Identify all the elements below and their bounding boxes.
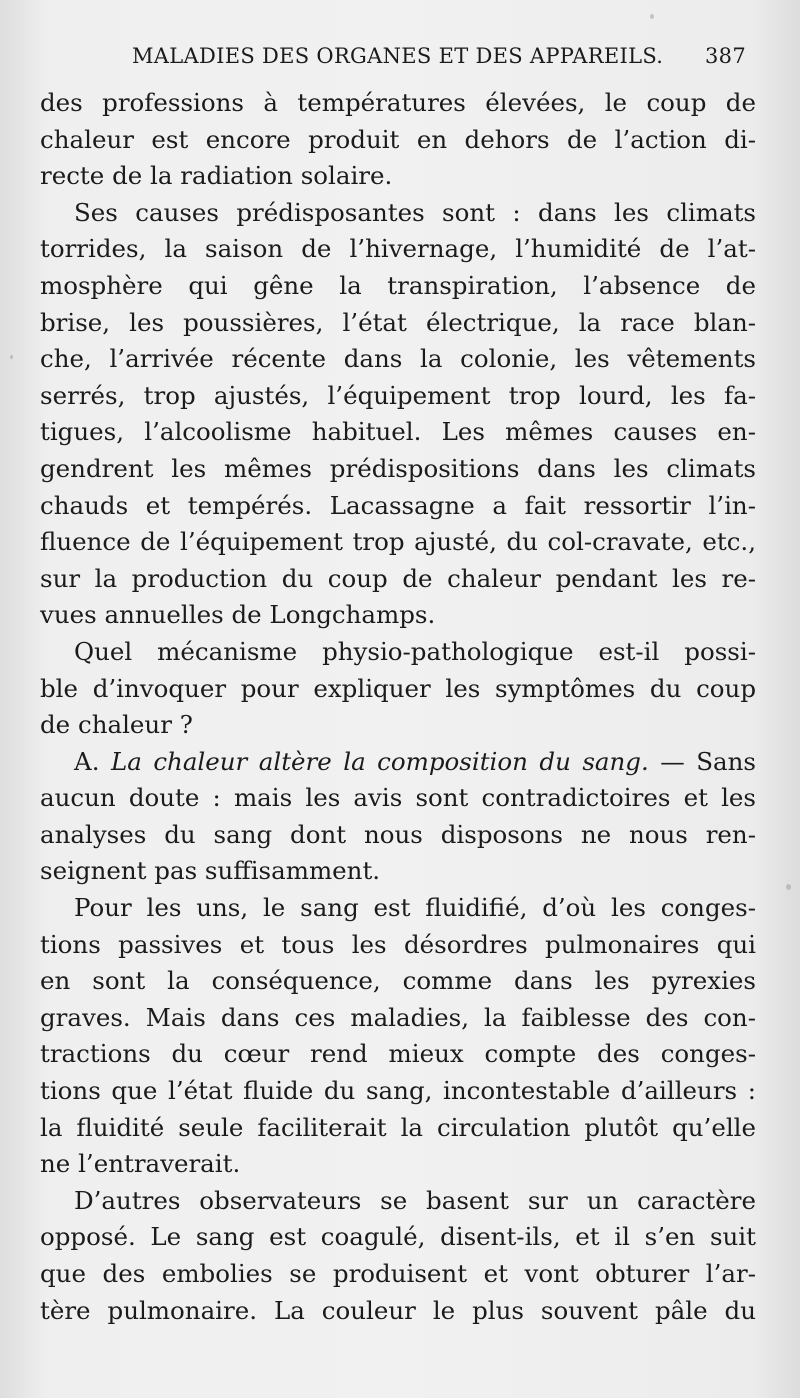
text-line: que des embolies se produisent et vont obturer l’ar- <box>40 1259 756 1288</box>
text-line: opposé. Le sang est coagulé, disent-ils, et il s’en suit <box>40 1222 756 1252</box>
text-line: Ses causes prédisposantes sont : dans les climats <box>74 197 756 227</box>
text-line: ne l’entraverait. <box>40 1149 241 1179</box>
text-line: tions que l’état fluide du sang, incontestable d’ailleurs : <box>40 1076 756 1106</box>
section-label: A. <box>74 746 111 776</box>
text-line: recte de la radiation solaire. <box>40 161 393 191</box>
text-line: gendrent les mêmes prédispositions dans les climats <box>40 453 756 483</box>
text-line: fluence de l’équipement trop ajusté, du col-cravate, etc., <box>40 527 756 557</box>
print-speck <box>786 884 791 890</box>
text-line: torrides, la saison de l’hivernage, l’humidité de l’at- <box>40 234 756 264</box>
text-line: analyses du sang dont nous disposons ne nous ren- <box>40 819 756 849</box>
text-line: des professions à températures élevées, le coup de <box>40 88 756 117</box>
text-line: tractions du cœur rend mieux compte des conges- <box>40 1039 756 1069</box>
paragraph-section-a <box>40 744 756 890</box>
print-speck <box>10 355 13 359</box>
page-number: 387 <box>705 44 746 68</box>
text-line: serrés, trop ajustés, l’équipement trop lourd, les fa- <box>40 380 756 410</box>
text-line: tère pulmonaire. La couleur le plus souvent pâle du <box>40 1295 756 1325</box>
section-heading-line <box>40 744 756 781</box>
text-line: ble d’invoquer pour expliquer les symptômes du coup <box>40 673 756 703</box>
text-line: Quel mécanisme physio-pathologique est-il possi- <box>74 636 756 666</box>
section-heading: La chaleur altère la composition du sang. <box>110 746 649 776</box>
body-text <box>40 85 756 1329</box>
text-line: che, l’arrivée récente dans la colonie, les vêtements <box>40 344 756 374</box>
text-line: graves. Mais dans ces maladies, la faiblesse des con- <box>40 1002 756 1032</box>
section-heading-suffix: — Sans <box>648 746 756 776</box>
text-line: brise, les poussières, l’état électrique, la race blan- <box>40 307 756 337</box>
running-head <box>132 44 746 74</box>
paragraph <box>40 634 756 744</box>
text-line: sur la production du coup de chaleur pendant les re- <box>40 563 756 593</box>
text-line: chauds et tempérés. Lacassagne a fait ressortir l’in- <box>40 490 756 520</box>
text-line: tions passives et tous les désordres pulmonaires qui <box>40 929 756 959</box>
text-line: en sont la conséquence, comme dans les pyrexies <box>40 966 756 996</box>
text-line: de chaleur ? <box>40 710 193 740</box>
paragraph <box>40 85 756 195</box>
paragraph <box>40 1183 756 1329</box>
text-line: vues annuelles de Longchamps. <box>40 600 436 630</box>
paragraph <box>40 890 756 1183</box>
text-line: D’autres observateurs se basent sur un caractère <box>74 1185 756 1215</box>
running-title: MALADIES DES ORGANES ET DES APPAREILS. <box>132 44 664 68</box>
text-line: tigues, l’alcoolisme habituel. Les mêmes causes en- <box>40 417 756 447</box>
text-line: mosphère qui gêne la transpiration, l’absence de <box>40 270 756 300</box>
text-line: Pour les uns, le sang est fluidifié, d’où les conges- <box>74 893 756 923</box>
text-line: aucun doute : mais les avis sont contradictoires et les <box>40 783 756 813</box>
text-line: seignent pas suffisamment. <box>40 856 381 886</box>
text-line: chaleur est encore produit en dehors de l’action di- <box>40 124 756 154</box>
paragraph <box>40 195 756 634</box>
print-speck <box>650 14 654 19</box>
text-line: la fluidité seule faciliterait la circulation plutôt qu’elle <box>40 1112 756 1142</box>
